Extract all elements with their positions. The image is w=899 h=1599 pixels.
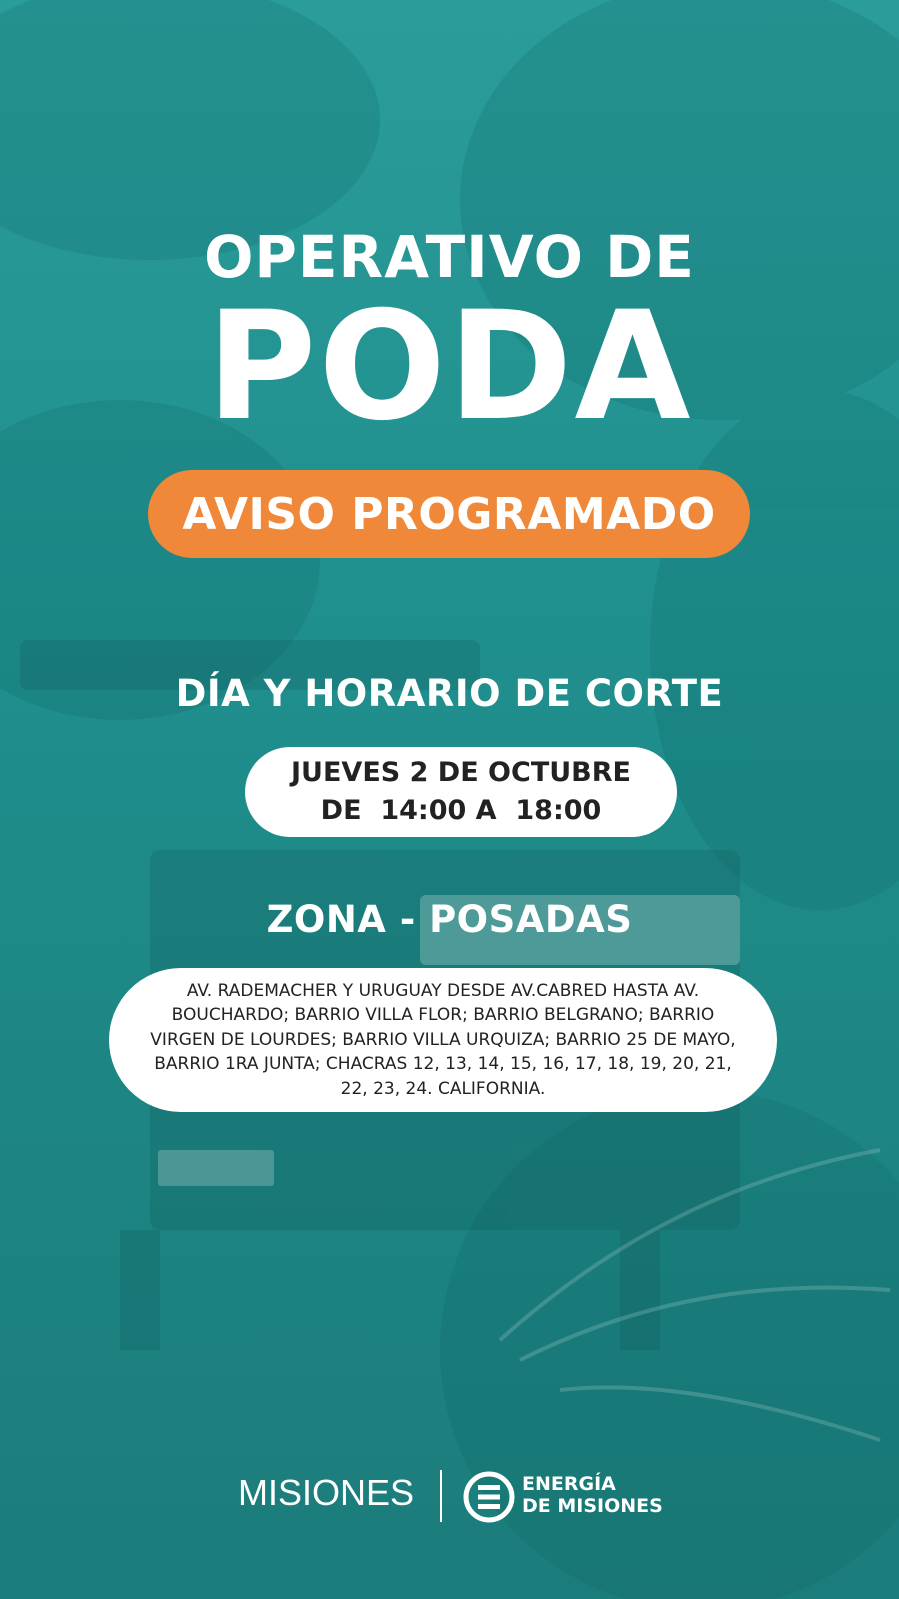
- zone-heading: ZONA - POSADAS: [266, 898, 633, 941]
- schedule-card: [245, 747, 677, 837]
- scheduled-notice-label: AVISO PROGRAMADO: [182, 488, 716, 540]
- schedule-heading: DÍA Y HORARIO DE CORTE: [175, 672, 724, 715]
- logo-divider: [440, 1470, 442, 1522]
- energia-logo-icon: [462, 1470, 516, 1524]
- energia-logo-line-2: DE MISIONES: [522, 1495, 663, 1517]
- title-line-1: OPERATIVO DE: [204, 223, 695, 291]
- title-line-2: PODA: [206, 280, 693, 454]
- scheduled-notice-badge: [148, 470, 750, 558]
- misiones-logo: [238, 1472, 414, 1514]
- zone-details: AV. RADEMACHER Y URUGUAY DESDE AV.CABRED HASTA AV. BOUCHARDO; BARRIO VILLA FLOR; BARRIO BELGRANO; BARRIO VIRGEN DE LOURDES; BARRIO VILLA URQUIZA; BARRIO 25 DE MAYO, BARRIO 1RA JUNTA; CHACRAS 12, 13, 14, 15, 16, 17, 18, 19, 20, 21, 22, 23, 24. CALIFORNIA.: [150, 980, 736, 1099]
- energia-logo-line-1: ENERGÍA: [522, 1473, 616, 1495]
- misiones-logo-text: MISIONES: [238, 1472, 415, 1513]
- schedule-time: DE 14:00 A 18:00: [320, 795, 602, 826]
- schedule-date: JUEVES 2 DE OCTUBRE: [291, 757, 631, 788]
- footer-logos: [0, 1470, 899, 1530]
- energia-logo-text: [522, 1473, 663, 1517]
- zone-card: [109, 968, 777, 1112]
